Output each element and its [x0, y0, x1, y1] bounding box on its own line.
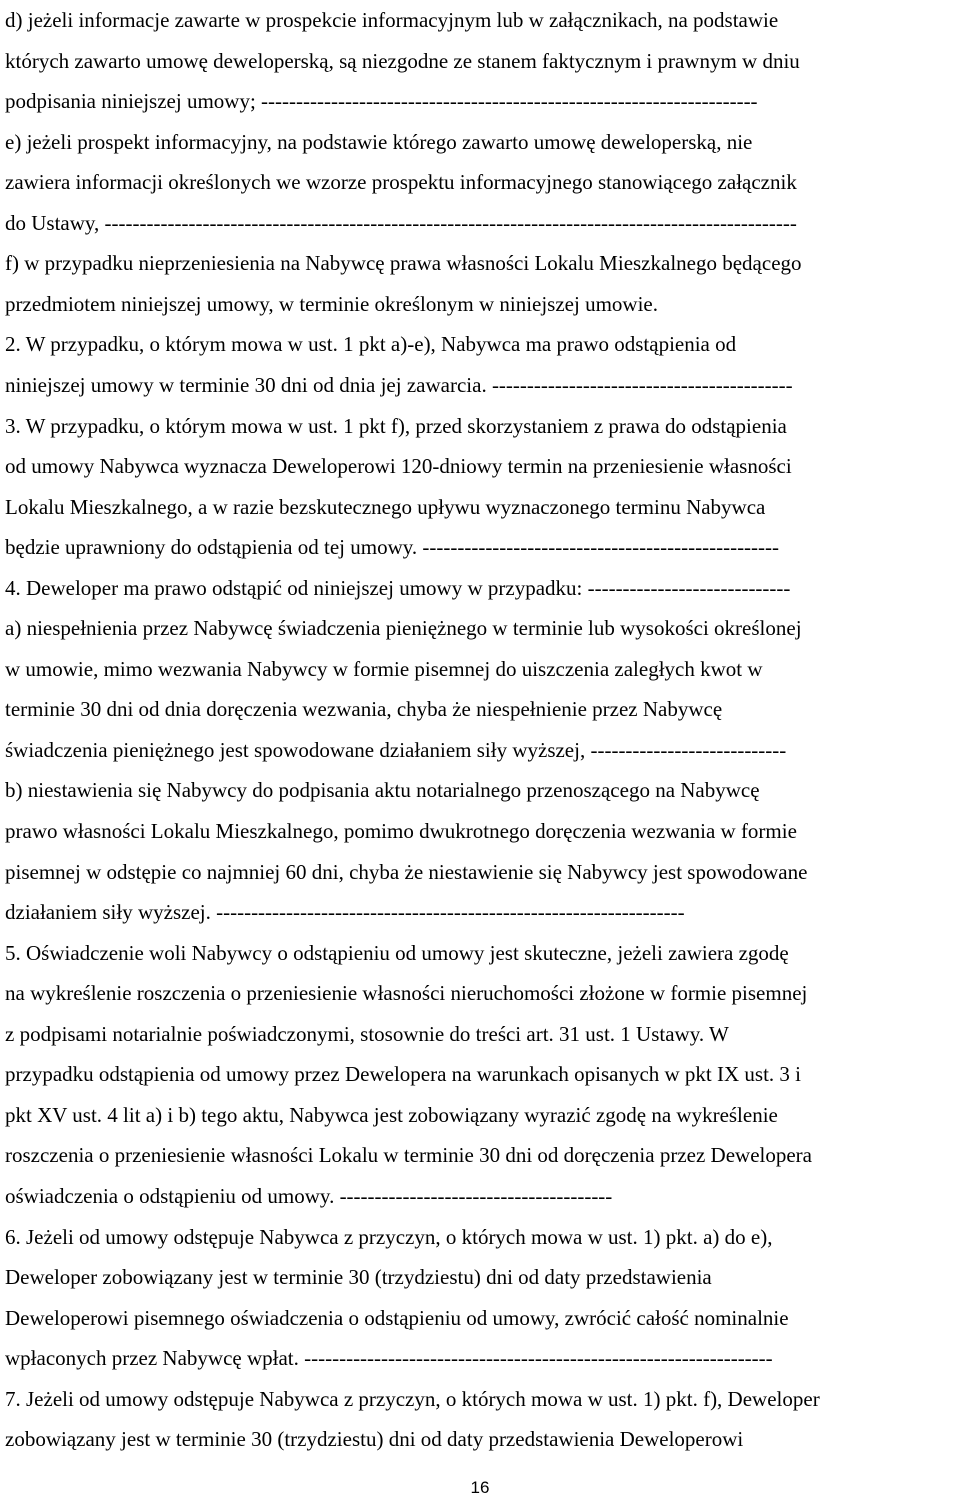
text-line: przedmiotem niniejszej umowy, w terminie określonym w niniejszej umowie. [5, 291, 658, 316]
text-line: działaniem siły wyższej. ------------------------------------------------------------------- [5, 900, 685, 925]
text-line: zobowiązany jest w terminie 30 (trzydziestu) dni od daty przedstawienia Deweloperowi [5, 1427, 744, 1452]
text-line: 5. Oświadczenie woli Nabywcy o odstąpieniu od umowy jest skuteczne, jeżeli zawiera zgodę [5, 940, 789, 965]
text-line: terminie 30 dni od dnia doręczenia wezwania, chyba że niespełnienie przez Nabywcę [5, 697, 723, 722]
text-line: niniejszej umowy w terminie 30 dni od dnia jej zawarcia. ------------------------------------------- [5, 372, 793, 397]
text-line: od umowy Nabywca wyznacza Deweloperowi 120-dniowy termin na przeniesienie własności [5, 454, 792, 479]
text-line: podpisania niniejszej umowy; ----------------------------------------------------------------------- [5, 89, 758, 114]
text-line: na wykreślenie roszczenia o przeniesienie własności nieruchomości złożone w formie pisemnej [5, 981, 808, 1006]
text-line: przypadku odstąpienia od umowy przez Dewelopera na warunkach opisanych w pkt IX ust. 3 i [5, 1062, 802, 1087]
text-line: e) jeżeli prospekt informacyjny, na podstawie którego zawarto umowę deweloperską, nie [5, 129, 753, 154]
text-line: pisemnej w odstępie co najmniej 60 dni, chyba że niestawienie się Nabywcy jest spowodowane [5, 859, 808, 884]
text-line: 3. W przypadku, o którym mowa w ust. 1 pkt f), przed skorzystaniem z prawa do odstąpienia [5, 413, 787, 438]
text-line: 2. W przypadku, o którym mowa w ust. 1 pkt a)-e), Nabywca ma prawo odstąpienia od [5, 332, 737, 357]
text-line: z podpisami notarialnie poświadczonymi, stosownie do treści art. 31 ust. 1 Ustawy. W [5, 1021, 729, 1046]
text-line: w umowie, mimo wezwania Nabywcy w formie pisemnej do uiszczenia zaległych kwot w [5, 656, 763, 681]
text-line: 4. Deweloper ma prawo odstąpić od niniejszej umowy w przypadku: ----------------------------- [5, 575, 791, 600]
text-line: prawo własności Lokalu Mieszkalnego, pomimo dwukrotnego doręczenia wezwania w formie [5, 819, 797, 843]
text-line: Deweloper zobowiązany jest w terminie 30 (trzydziestu) dni od daty przedstawienia [5, 1265, 712, 1290]
text-line: d) jeżeli informacje zawarte w prospekcie informacyjnym lub w załącznikach, na podstawie [5, 8, 779, 32]
page-number: 16 [470, 1478, 490, 1497]
text-line: pkt XV ust. 4 lit a) i b) tego aktu, Nabywca jest zobowiązany wyrazić zgodę na wykreślenie [5, 1102, 778, 1127]
text-line: do Ustawy, --------------------------------------------------------------------------------------------------- [5, 210, 797, 235]
text-line: b) niestawienia się Nabywcy do podpisania aktu notarialnego przenoszącego na Nabywcę [5, 778, 760, 803]
text-line: 7. Jeżeli od umowy odstępuje Nabywca z przyczyn, o których mowa w ust. 1) pkt. f), Deweloper [5, 1386, 820, 1411]
text-line: wpłaconych przez Nabywcę wpłat. ------------------------------------------------------------------- [5, 1346, 773, 1371]
text-line: 6. Jeżeli od umowy odstępuje Nabywca z przyczyn, o których mowa w ust. 1) pkt. a) do e), [5, 1224, 773, 1249]
text-line: Deweloperowi pisemnego oświadczenia o odstąpieniu od umowy, zwrócić całość nominalnie [5, 1305, 789, 1330]
text-line: a) niespełnienia przez Nabywcę świadczenia pieniężnego w terminie lub wysokości określonej [5, 616, 802, 641]
text-line: zawiera informacji określonych we wzorze prospektu informacyjnego stanowiącego załącznik [5, 170, 797, 195]
text-line: których zawarto umowę deweloperską, są niezgodne ze stanem faktycznym i prawnym w dniu [5, 48, 800, 73]
text-line: świadczenia pieniężnego jest spowodowane działaniem siły wyższej, ---------------------------- [5, 737, 787, 762]
text-line: f) w przypadku nieprzeniesienia na Nabywcę prawa własności Lokalu Mieszkalnego będącego [5, 251, 802, 276]
text-line: roszczenia o przeniesienie własności Lokalu w terminie 30 dni od doręczenia przez Dewelopera [5, 1143, 812, 1168]
text-line: będzie uprawniony do odstąpienia od tej umowy. --------------------------------------------------- [5, 535, 780, 560]
text-line: oświadczenia o odstąpieniu od umowy. --------------------------------------- [5, 1183, 613, 1208]
text-line: Lokalu Mieszkalnego, a w razie bezskutecznego upływu wyznaczonego terminu Nabywca [5, 494, 766, 519]
